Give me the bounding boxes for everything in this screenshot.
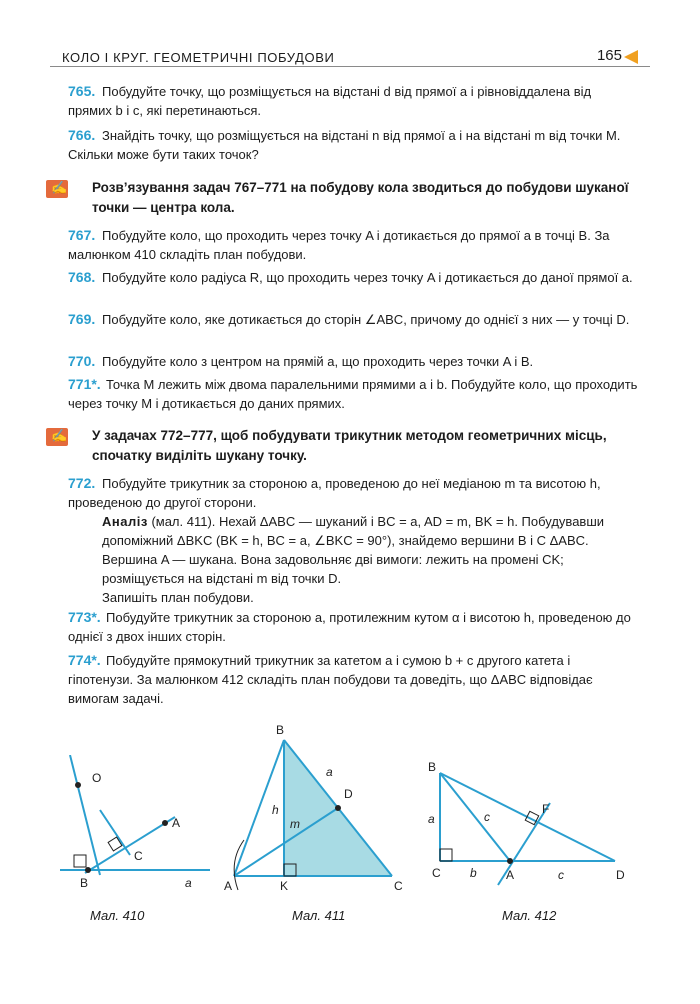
label-line-a: a <box>185 876 192 890</box>
figure-410-caption: Мал. 410 <box>90 908 145 923</box>
analysis-block <box>68 512 638 588</box>
task-number: 771*. <box>68 376 101 392</box>
task-text: Побудуйте точку, що розміщується на відстані d від прямої a і рівновіддалена від прямих b і c, які перетинаються. <box>68 84 592 118</box>
hand-note-icon: ✍ <box>46 180 68 198</box>
label-a: a <box>326 765 333 779</box>
point-b <box>85 867 91 873</box>
label-b: B <box>428 760 437 774</box>
label-b-leg: b <box>470 866 477 880</box>
label-d: D <box>616 868 625 882</box>
task-number: 769. <box>68 311 96 327</box>
label-c: C <box>134 849 143 863</box>
label-c: C <box>394 879 403 892</box>
page-marker-icon <box>624 50 638 64</box>
page-number: 165 <box>596 47 622 64</box>
label-f: F <box>542 802 550 816</box>
bisector-line <box>100 810 130 855</box>
chapter-title: КОЛО І КРУГ. ГЕОМЕТРИЧНІ ПОБУДОВИ <box>62 50 335 65</box>
task-number: 772. <box>68 475 96 491</box>
label-a: a <box>428 812 435 826</box>
label-m: m <box>290 817 300 831</box>
task-number: 765. <box>68 83 96 99</box>
task-body <box>68 474 638 607</box>
task-number: 770. <box>68 353 96 369</box>
point-a <box>162 820 168 826</box>
label-c-hyp: c <box>484 810 490 824</box>
label-b: B <box>80 876 89 890</box>
task-text: Побудуйте коло з центром на прямій a, що проходить через точки A і B. <box>102 354 534 369</box>
task-text: Знайдіть точку, що розміщується на відстані n від прямої a і на відстані m від точки M. Скільки може бути таких точок? <box>68 128 621 162</box>
task-number: 774*. <box>68 652 101 668</box>
analysis-label: Аналіз <box>102 514 148 529</box>
figure-411-caption: Мал. 411 <box>292 908 346 923</box>
label-a-vertex: A <box>506 868 515 882</box>
task-text: Побудуйте коло радіуса R, що проходить через точку A і дотикається до даної прямої a. <box>102 270 633 285</box>
task-number: 767. <box>68 227 96 243</box>
right-angle-mark <box>440 849 452 861</box>
task-number: 773*. <box>68 609 101 625</box>
label-d: D <box>344 787 353 801</box>
header-divider <box>50 66 650 67</box>
task-text: Побудуйте прямокутний трикутник за катетом a і сумою b + c другого катета і гіпотенузи. За малюнком 412 складіть план побудови та доведіть, що ΔABC відповідає вимогам задачі. <box>68 653 593 706</box>
figure-412 <box>420 755 640 895</box>
label-c-seg: c <box>558 868 564 882</box>
figure-411 <box>222 722 412 892</box>
label-b: B <box>276 723 285 737</box>
label-c-vertex: C <box>432 866 441 880</box>
figure-412-caption: Мал. 412 <box>502 908 557 923</box>
hypotenuse-ba <box>440 773 510 861</box>
figure-410 <box>60 755 210 895</box>
method-note: Розв’язування задач 767–771 на побудову кола зводиться до побудови шуканої точки — центра кола. <box>92 180 629 215</box>
page-header <box>50 44 650 68</box>
segment-ba <box>85 817 175 873</box>
point-a <box>507 858 513 864</box>
task-text: Побудуйте коло, яке дотикається до сторін ∠ABC, причому до однієї з них — у точці D. <box>102 312 630 327</box>
hand-note-icon: ✍ <box>46 428 68 446</box>
point-o <box>75 782 81 788</box>
segment-bd <box>440 773 615 861</box>
analysis-text: (мал. 411). Нехай ΔABC — шуканий і BC = a, AD = m, BK = h. Побудувавши допоміжний ΔBKC (BK = h, BC = a, ∠BKC = 90°), знайдемо вершини B і C ΔABC. Вершина A — шукана. Вона задовольняє дві вимоги: лежить на промені CK; розміщується на відстані m від точки D. <box>102 514 605 586</box>
right-angle-mark <box>74 855 86 867</box>
label-h: h <box>272 803 279 817</box>
task-text: Побудуйте трикутник за стороною a, проведеною до неї медіаною m та висотою h, проведеною до другої сторони. <box>68 476 601 510</box>
label-o: O <box>92 771 102 785</box>
method-note: У задачах 772–777, щоб побудувати трикутник методом геометричних місць, спочатку виділіть шукану точку. <box>92 428 607 463</box>
task-text: Побудуйте коло, що проходить через точку A і дотикається до прямої a в точці B. За малюнком 410 складіть план побудови. <box>68 228 610 262</box>
point-d <box>335 805 341 811</box>
task-number: 768. <box>68 269 96 285</box>
label-a: A <box>172 816 181 830</box>
plan-text: Запишіть план побудови. <box>102 590 254 605</box>
task-text: Точка M лежить між двома паралельними прямими a і b. Побудуйте коло, що проходить через точку M і дотикається до даних прямих. <box>68 377 638 411</box>
label-k: K <box>280 879 289 892</box>
label-a-vertex: A <box>224 879 233 892</box>
task-text: Побудуйте трикутник за стороною a, протилежним кутом α і висотою h, проведеною до однієї з двох інших сторін. <box>68 610 631 644</box>
task-number: 766. <box>68 127 96 143</box>
